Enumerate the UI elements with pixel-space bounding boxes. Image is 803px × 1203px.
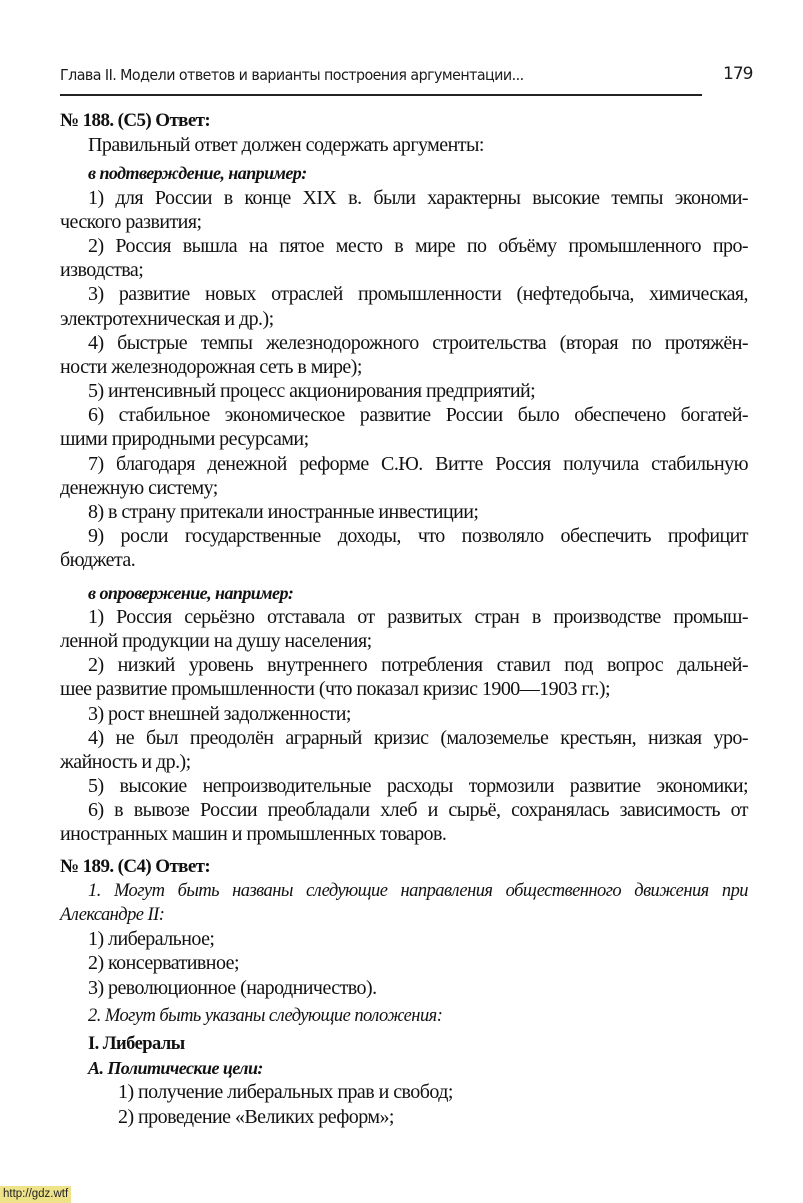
pro-line: 1) для России в конце XIX в. были характерны высокие темпы экономи- <box>88 186 748 209</box>
task-188-intro: Правильный ответ должен содержать аргументы: <box>88 134 484 157</box>
page-content <box>60 109 750 1129</box>
goal-item: 1) получение либеральных прав и свобод; <box>118 1081 453 1104</box>
section-liberals-heading: I. Либералы <box>88 1033 185 1054</box>
pro-line: электротехническая и др.); <box>60 307 274 330</box>
watermark-link[interactable]: http://gdz.wtf <box>0 1186 71 1203</box>
pro-line: 8) в страну притекали иностранные инвестиции; <box>88 501 479 523</box>
contra-line: 3) рост внешней задолженности; <box>88 702 351 725</box>
contra-line: иностранных машин и промышленных товаров. <box>60 823 447 846</box>
contra-line: 5) высокие непроизводительные расходы тормозили развитие экономики; <box>88 775 748 798</box>
point-1-line: Александре II: <box>60 905 165 925</box>
pro-line: 5) интенсивный процесс акционирования предприятий; <box>88 380 536 403</box>
pro-line: ческого развития; <box>60 210 202 233</box>
contra-line: 1) Россия серьёзно отставала от развитых стран в производстве промыш- <box>88 605 748 628</box>
direction-item: 1) либеральное; <box>88 928 215 951</box>
contra-arguments-label: в опровержение, например: <box>88 582 294 603</box>
subsection-political-goals: А. Политические цели: <box>88 1058 263 1079</box>
direction-item: 2) консервативное; <box>88 952 239 975</box>
contra-line: жайность и др.); <box>60 750 191 773</box>
pro-line: 3) развитие новых отраслей промышленности (нефтедобыча, химическая, <box>88 283 748 306</box>
pro-line: 7) благодаря денежной реформе С.Ю. Витте Россия получила стабильную <box>88 452 748 475</box>
pro-line: 2) Россия вышла на пятое место в мире по объёму промышленного про- <box>88 234 748 257</box>
pro-line: 4) быстрые темпы железнодорожного строительства (вторая по протяжён- <box>88 331 748 354</box>
point-1-line: 1. Могут быть названы следующие направления общественного движения при <box>88 880 748 901</box>
pro-line: бюджета. <box>60 549 136 572</box>
contra-line: ленной продукции на душу населения; <box>60 629 372 652</box>
page-header <box>60 64 753 96</box>
point-2-line: 2. Могут быть указаны следующие положения: <box>88 1005 443 1026</box>
contra-line: 6) в вывозе России преобладали хлеб и сырьё, сохранялась зависимость от <box>88 799 748 822</box>
contra-line: 4) не был преодолён аграрный кризис (малоземелье крестьян, низкая уро- <box>88 726 748 749</box>
pro-line: 6) стабильное экономическое развитие России было обеспечено богатей- <box>88 404 748 427</box>
pro-arguments-label: в подтверждение, например: <box>88 163 307 184</box>
contra-line: шее развитие промышленности (что показал кризис 1900—1903 гг.); <box>60 678 611 701</box>
running-title: Глава II. Модели ответов и варианты построения аргументации... <box>60 66 524 84</box>
goal-item: 2) проведение «Великих реформ»; <box>118 1105 394 1128</box>
page-number: 179 <box>723 64 753 84</box>
header-rule <box>60 94 702 96</box>
pro-line: шими природными ресурсами; <box>60 428 309 451</box>
pro-line: ности железнодорожная сеть в мире); <box>60 355 362 378</box>
direction-item: 3) революционное (народничество). <box>88 976 377 999</box>
pro-line: денежную систему; <box>60 476 218 499</box>
pro-line: изводства; <box>60 259 144 282</box>
contra-line: 2) низкий уровень внутреннего потребления ставил под вопрос дальней- <box>88 654 748 677</box>
task-189-heading: № 189. (С4) Ответ: <box>60 855 211 877</box>
pro-line: 9) росли государственные доходы, что позволяло обеспечить профицит <box>88 525 748 548</box>
task-188-heading: № 188. (С5) Ответ: <box>60 110 211 131</box>
